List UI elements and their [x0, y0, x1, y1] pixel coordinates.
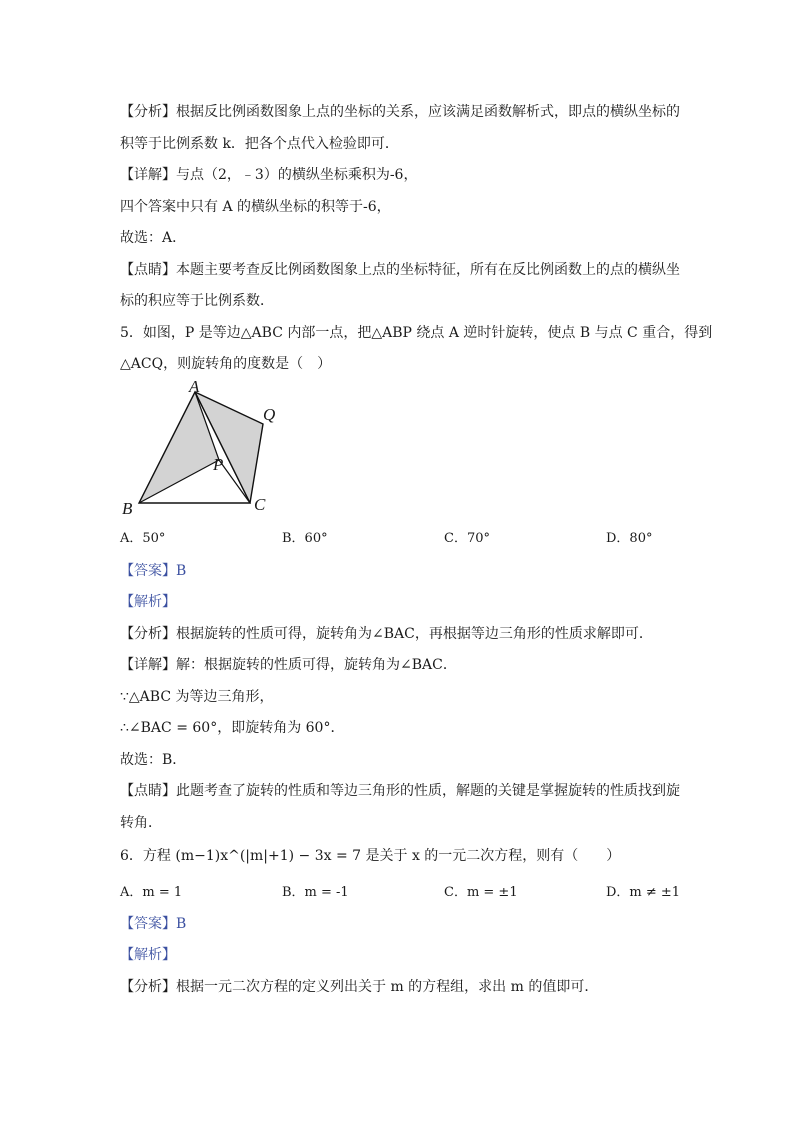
q5-option-a: A．50°: [120, 531, 166, 546]
q6-analysis-line-1: 【分析】根据一元二次方程的定义列出关于 m 的方程组，求出 m 的值即可．: [120, 979, 599, 995]
q5-option-d: D．80°: [606, 531, 653, 546]
choice-line: 故选：A．: [120, 230, 187, 246]
q6-answer: 【答案】B: [120, 916, 187, 932]
q5-choice-line: 故选：B．: [120, 752, 187, 768]
label-q: Q: [263, 405, 276, 424]
q5-analysis-tag: 【解析】: [120, 594, 176, 610]
q6-stem: 6．方程 (m−1)x^(|m|+1) − 3x = 7 是关于 x 的一元二次方程，则有（ ）: [120, 848, 621, 864]
q5-stem-line-2: △ACQ，则旋转角的度数是（ ）: [120, 356, 332, 372]
label-p: P: [213, 455, 224, 474]
label-b: B: [122, 499, 133, 518]
q5-stem-line-1: 5．如图，P 是等边△ABC 内部一点，把△ABP 绕点 A 逆时针旋转，使点 B 与点 C 重合，得到: [120, 325, 713, 341]
q5-analysis-line-1: 【分析】根据旋转的性质可得，旋转角为∠BAC，再根据等边三角形的性质求解即可．: [120, 626, 653, 642]
analysis-line-1: 【分析】根据反比例函数图象上点的坐标的关系，应该满足函数解析式，即点的横纵坐标的: [120, 104, 680, 120]
detail-line-1: 【详解】与点（2，﹣3）的横纵坐标乘积为-6，: [120, 167, 418, 183]
q5-detail-line-3: ∴∠BAC = 60°，即旋转角为 60°．: [120, 720, 345, 736]
q6-option-d: D．m ≠ ±1: [606, 885, 681, 900]
analysis-line-2: 积等于比例系数 k．把各个点代入检验即可．: [120, 136, 399, 152]
q5-detail-line-1: 【详解】解：根据旋转的性质可得，旋转角为∠BAC．: [120, 657, 457, 673]
q6-option-c: C．m = ±1: [444, 885, 518, 900]
label-c: C: [254, 495, 266, 514]
label-a: A: [189, 380, 200, 396]
q6-option-a: A．m = 1: [120, 885, 183, 900]
q5-comment-line-1: 【点睛】此题考查了旋转的性质和等边三角形的性质，解题的关键是掌握旋转的性质找到旋: [120, 783, 680, 799]
q5-comment-line-2: 转角．: [120, 815, 162, 831]
detail-line-2: 四个答案中只有 A 的横纵坐标的积等于-6，: [120, 199, 391, 215]
q5-geometry-figure: [115, 380, 295, 520]
q5-option-b: B．60°: [282, 531, 328, 546]
q6-analysis-tag: 【解析】: [120, 947, 176, 963]
q5-detail-line-2: ∵△ABC 为等边三角形，: [120, 689, 274, 705]
comment-line-1: 【点睛】本题主要考查反比例函数图象上点的坐标特征，所有在反比例函数上的点的横纵坐: [120, 262, 680, 278]
q5-option-c: C．70°: [444, 531, 490, 546]
comment-line-2: 标的积应等于比例系数．: [120, 293, 274, 309]
q5-answer: 【答案】B: [120, 563, 187, 579]
q6-option-b: B．m = -1: [282, 885, 349, 900]
